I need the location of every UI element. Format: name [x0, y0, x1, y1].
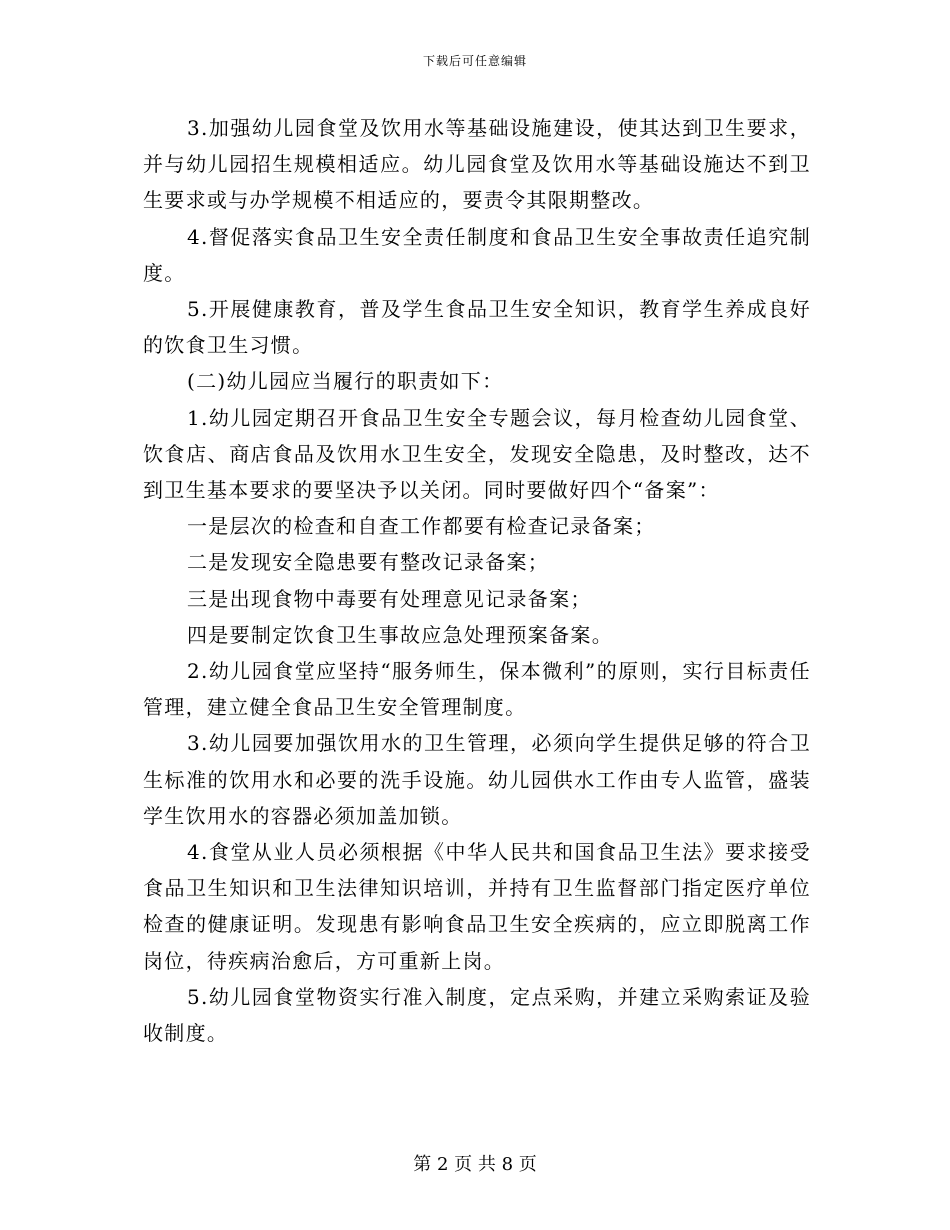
paragraph: 5.开展健康教育，普及学生食品卫生安全知识，教育学生养成良好的饮食卫生习惯。 — [143, 297, 811, 358]
paragraph: 2.幼儿园食堂应坚持“服务师生，保本微利”的原则，实行目标责任管理，建立健全食品卫生安全管理制度。 — [143, 659, 811, 720]
paragraph: 4.食堂从业人员必须根据《中华人民共和国食品卫生法》要求接受食品卫生知识和卫生法律知识培训，并持有卫生监督部门指定医疗单位检查的健康证明。发现患有影响食品卫生安全疾病的，应立即脱离工作岗位，待疾病治愈后，方可重新上岗。 — [143, 840, 811, 973]
paragraph: 3.幼儿园要加强饮用水的卫生管理，必须向学生提供足够的符合卫生标准的饮用水和必要的洗手设施。幼儿园供水工作由专人监管，盛装学生饮用水的容器必须加盖加锁。 — [143, 731, 811, 828]
list-item: 一是层次的检查和自查工作都要有检查记录备案； — [187, 514, 656, 539]
section-heading: (二)幼儿园应当履行的职责如下： — [187, 369, 504, 394]
list-item: 三是出现食物中毒要有处理意见记录备案； — [187, 586, 592, 611]
paragraph: 4.督促落实食品卫生安全责任制度和食品卫生安全事故责任追究制度。 — [143, 224, 811, 285]
page-header-note: 下载后可任意编辑 — [422, 54, 527, 68]
page-footer — [0, 1154, 950, 1176]
document-body — [143, 110, 811, 1051]
paragraph: 3.加强幼儿园食堂及饮用水等基础设施建设，使其达到卫生要求，并与幼儿园招生规模相适应。幼儿园食堂及饮用水等基础设施达不到卫生要求或与办学规模不相适应的，要责令其限期整改。 — [143, 116, 811, 213]
paragraph: 5.幼儿园食堂物资实行准入制度，定点采购，并建立采购索证及验收制度。 — [143, 984, 811, 1046]
page-number-label: 第 2 页 共 8 页 — [413, 1154, 537, 1175]
paragraph: 1.幼儿园定期召开食品卫生安全专题会议，每月检查幼儿园食堂、饮食店、商店食品及饮用水卫生安全，发现安全隐患，及时整改，达不到卫生基本要求的要坚决予以关闭。同时要做好四个“备案”： — [143, 405, 811, 503]
list-item: 二是发现安全隐患要有整改记录备案； — [187, 550, 550, 575]
list-item: 四是要制定饮食卫生事故应急处理预案备案。 — [187, 622, 613, 647]
